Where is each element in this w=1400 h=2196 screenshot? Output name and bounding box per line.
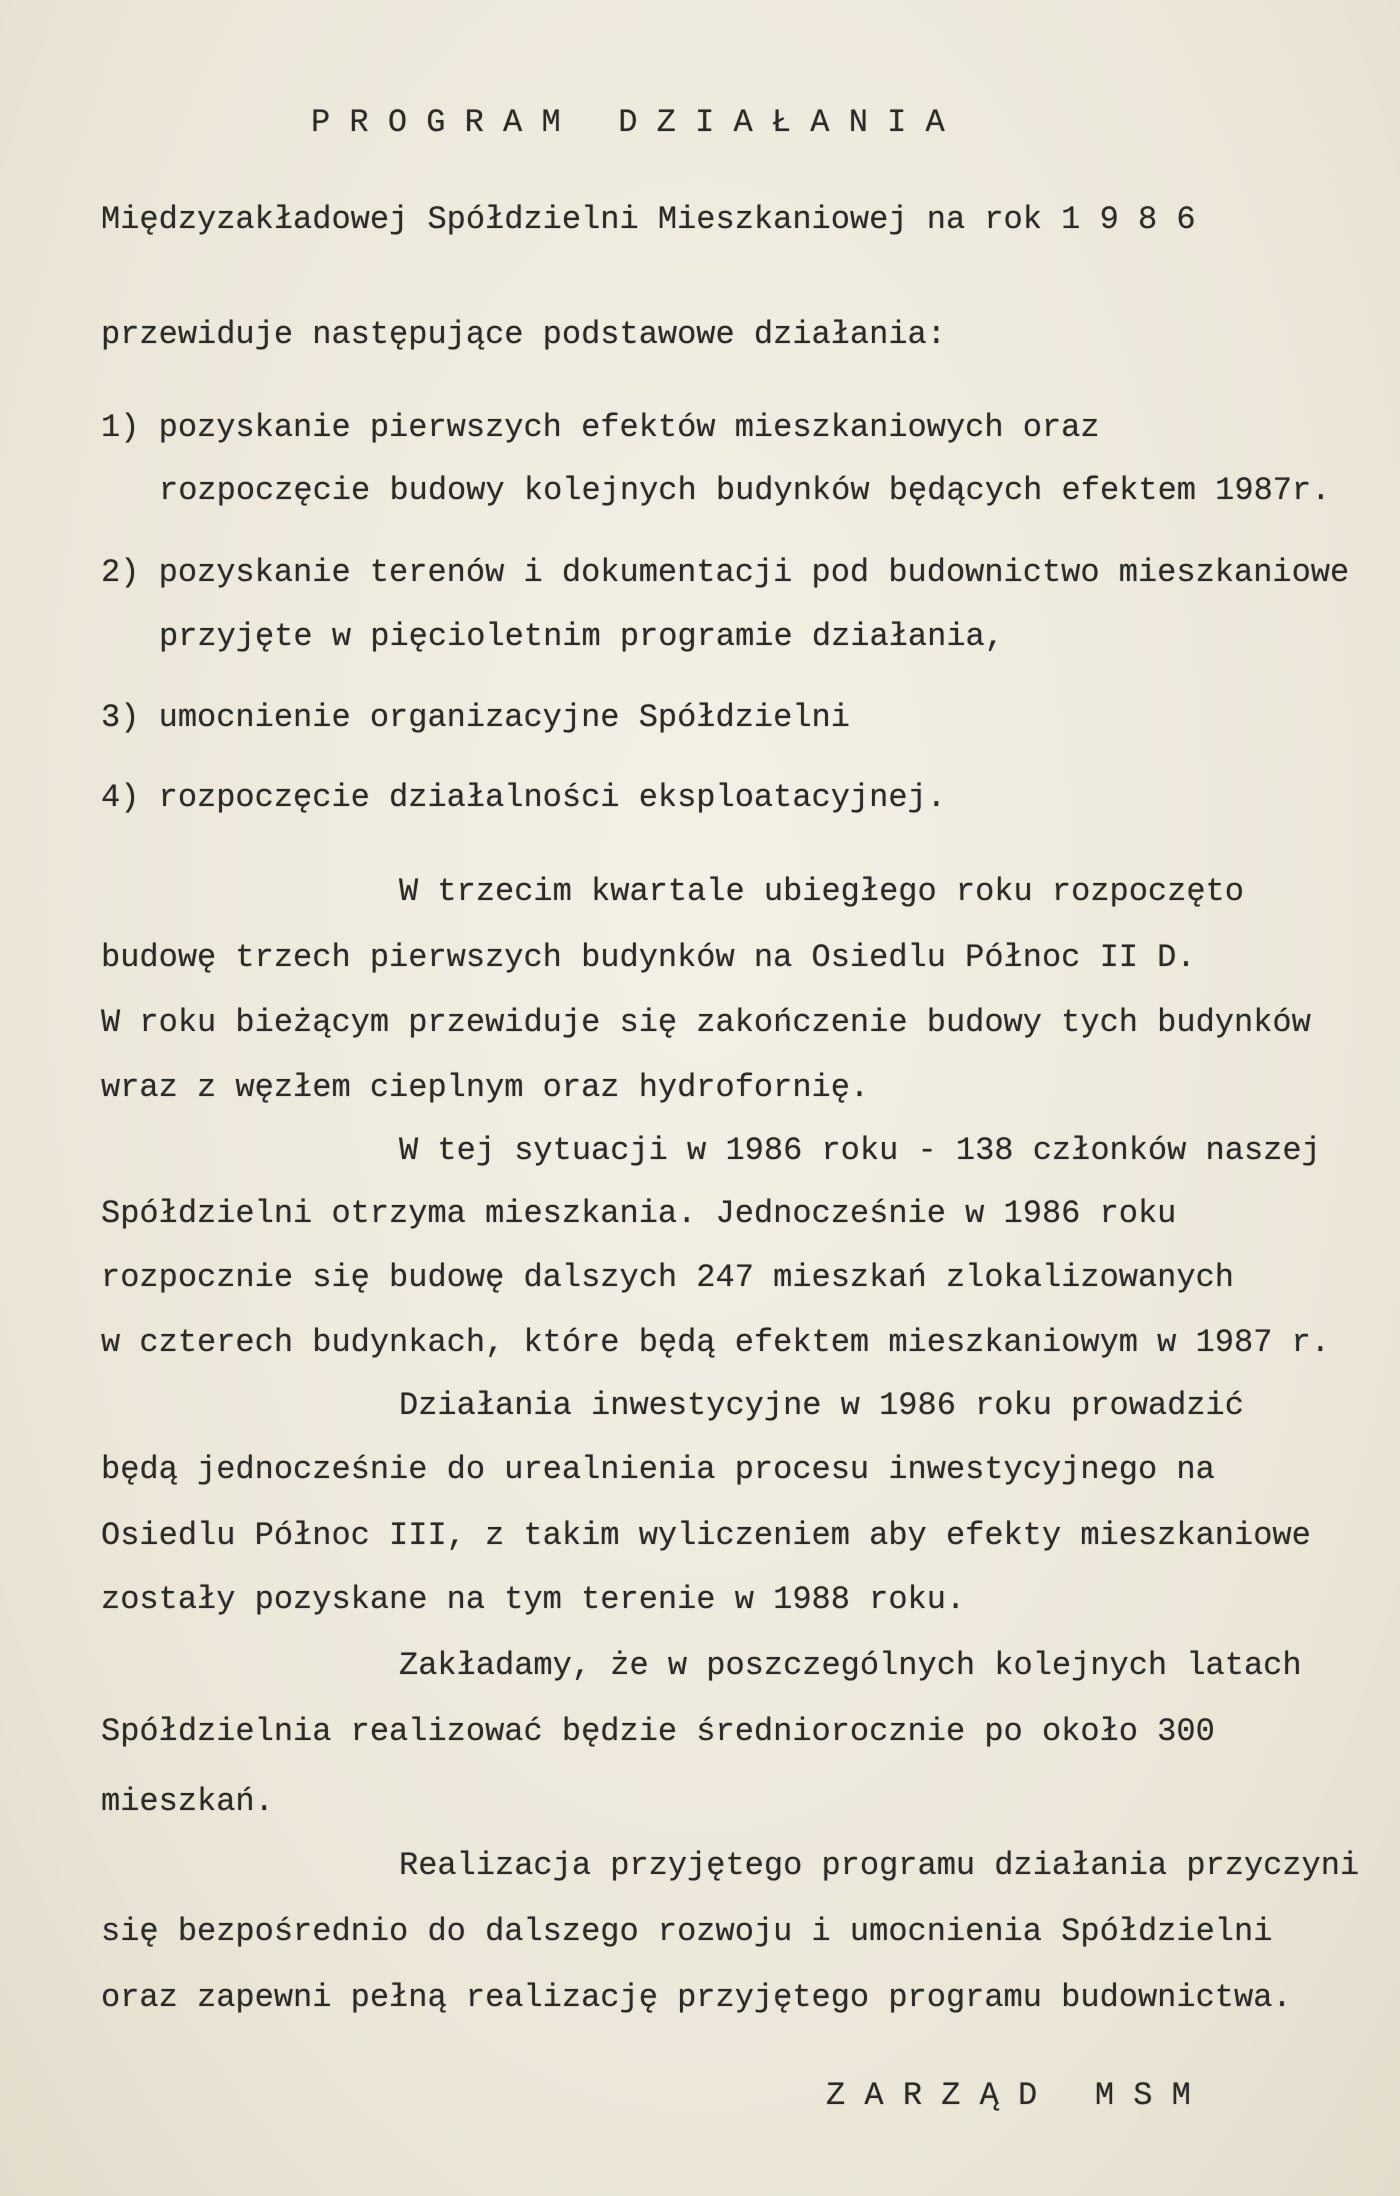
paragraph-4-line: Zakładamy, że w poszczególnych kolejnych latach	[399, 1647, 1302, 1684]
list-item-3: 3) umocnienie organizacyjne Spółdzielni	[101, 699, 850, 736]
paragraph-3-line: Działania inwestycyjne w 1986 roku prowadzić	[399, 1387, 1244, 1424]
paragraph-1-line: W trzecim kwartale ubiegłego roku rozpoczęto	[399, 873, 1244, 910]
paragraph-3-line: Osiedlu Północ III, z takim wyliczeniem aby efekty mieszkaniowe	[101, 1517, 1311, 1554]
paragraph-4-line: Spółdzielnia realizować będzie średniorocznie po około 300	[101, 1713, 1215, 1750]
paragraph-3-line: będą jednocześnie do urealnienia procesu inwestycyjnego na	[101, 1451, 1215, 1488]
list-item-1-cont: rozpoczęcie budowy kolejnych budynków będących efektem 1987r.	[159, 472, 1331, 509]
list-item-4: 4) rozpoczęcie działalności eksploatacyjnej.	[101, 779, 946, 816]
intro-line: przewiduje następujące podstawowe działania:	[101, 316, 946, 353]
list-item-1: 1) pozyskanie pierwszych efektów mieszkaniowych oraz	[101, 409, 1100, 446]
paragraph-1-line: wraz z węzłem cieplnym oraz hydrofornię.	[101, 1069, 870, 1106]
paragraph-2-line: W tej sytuacji w 1986 roku - 138 członków naszej	[399, 1132, 1321, 1169]
paragraph-5-line: oraz zapewni pełną realizację przyjętego programu budownictwa.	[101, 1979, 1292, 2016]
list-item-2: 2) pozyskanie terenów i dokumentacji pod budownictwo mieszkaniowe	[101, 554, 1350, 591]
signature: Z A R Z Ą D M S M	[826, 2077, 1191, 2114]
list-item-2-cont: przyjęte w pięcioletnim programie działania,	[159, 618, 1004, 655]
document-title: P R O G R A M D Z I A Ł A N I A	[311, 104, 945, 141]
paragraph-2-line: w czterech budynkach, które będą efektem mieszkaniowym w 1987 r.	[101, 1324, 1330, 1361]
paragraph-4-line: mieszkań.	[101, 1783, 274, 1820]
paragraph-3-line: zostały pozyskane na tym terenie w 1988 roku.	[101, 1581, 966, 1618]
document-subtitle: Międzyzakładowej Spółdzielni Mieszkaniowej na rok 1 9 8 6	[101, 201, 1196, 238]
paragraph-2-line: rozpocznie się budowę dalszych 247 mieszkań zlokalizowanych	[101, 1259, 1234, 1296]
paragraph-1-line: budowę trzech pierwszych budynków na Osiedlu Północ II D.	[101, 939, 1196, 976]
paragraph-5-line: się bezpośrednio do dalszego rozwoju i umocnienia Spółdzielni	[101, 1913, 1273, 1950]
paragraph-2-line: Spółdzielni otrzyma mieszkania. Jednocześnie w 1986 roku	[101, 1195, 1177, 1232]
paragraph-1-line: W roku bieżącym przewiduje się zakończenie budowy tych budynków	[101, 1004, 1311, 1041]
paragraph-5-line: Realizacja przyjętego programu działania przyczyni	[399, 1847, 1360, 1884]
